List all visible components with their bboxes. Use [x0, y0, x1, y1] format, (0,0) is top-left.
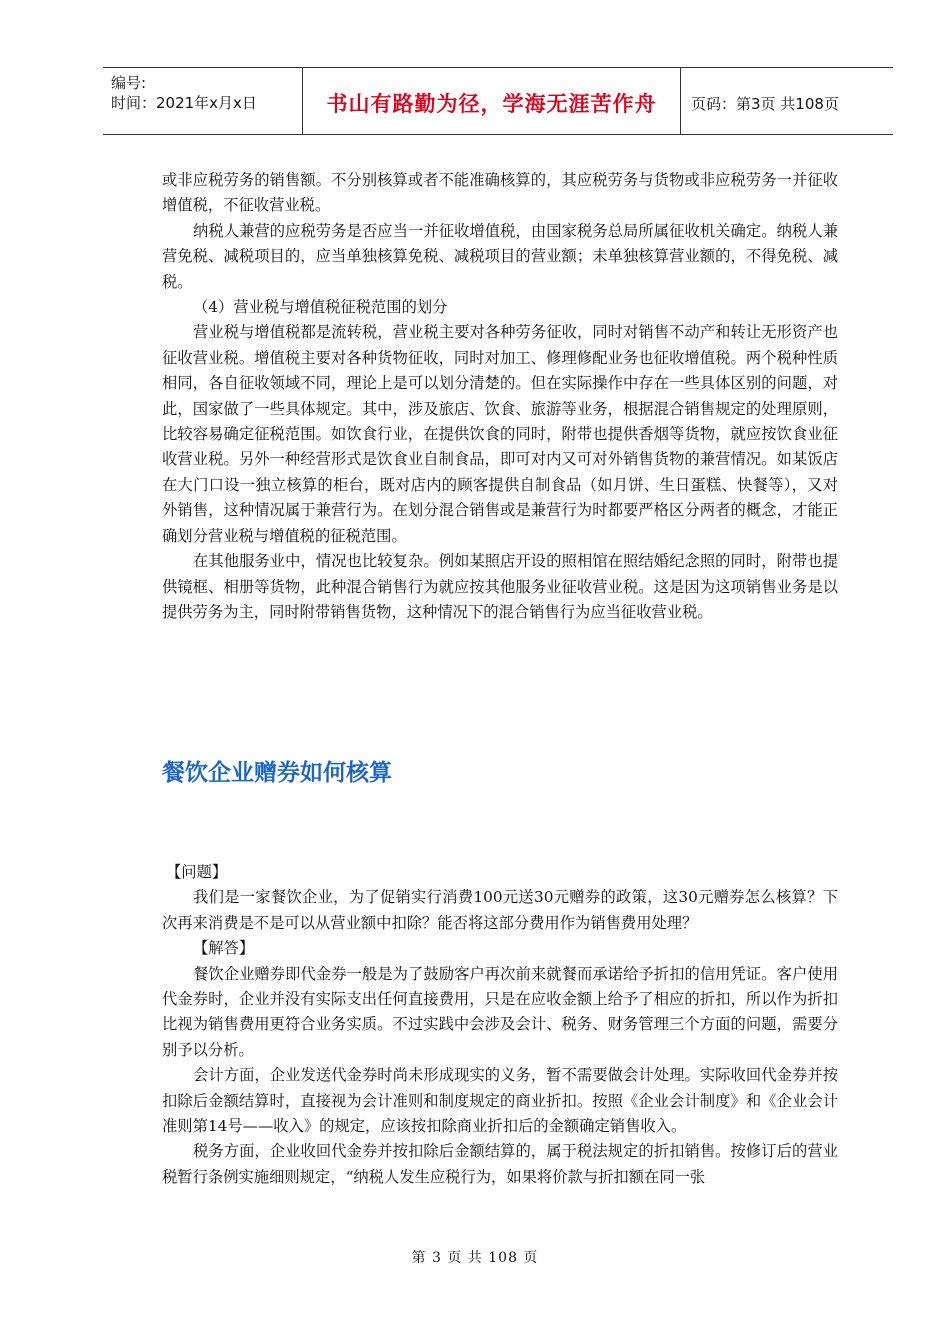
- answer-label: 【解答】: [193, 939, 255, 958]
- subheading: （4）营业税与增值税征税范围的划分: [193, 298, 448, 317]
- page-footer: 第 3 页 共 108 页: [411, 1250, 539, 1266]
- paragraph: 或非应税劳务的销售额。不分别核算或者不能准确核算的，其应税劳务与货物或非应税劳务一并征收增值税，不征收营业税。: [162, 171, 838, 215]
- header-meta: [103, 68, 303, 134]
- question-text: 我们是一家餐饮企业，为了促销实行消费100元送30元赠券的政策，这30元赠券怎么核算？下次再来消费是不是可以从营业额中扣除？能否将这部分费用作为销售费用处理？: [162, 888, 838, 932]
- section-title: 餐饮企业赠券如何核算: [162, 760, 392, 786]
- paragraph: 税务方面，企业收回代金券并按扣除后金额结算的，属于税法规定的折扣销售。按修订后的营业税暂行条例实施细则规定，“纳税人发生应税行为，如果将价款与折扣额在同一张: [162, 1142, 838, 1186]
- document-header: [103, 67, 893, 135]
- question-label: 【问题】: [166, 863, 228, 881]
- paragraph: 纳税人兼营的应税劳务是否应当一并征收增值税，由国家税务总局所属征收机关确定。纳税人兼营免税、减税项目的，应当单独核算免税、减税项目的营业额；未单独核算营业额的，不得免税、减税。: [162, 221, 838, 291]
- paragraph: 营业税与增值税都是流转税，营业税主要对各种劳务征收，同时对销售不动产和转让无形资产也征收营业税。增值税主要对各种货物征收，同时对加工、修理修配业务也征收增值税。两个税种性质相同，各自征收领域不同，理论上是可以划分清楚的。但在实际操作中存在一些具体区别的问题，对此，国家做了一些具体规定。其中，涉及旅店、饮食、旅游等业务，根据混合销售规定的处理原则，比较容易确定征税范围。如饮食行业，在提供饮食的同时，附带也提供香烟等货物，就应按饮食业征收营业税。另外一种经营形式是饮食业自制食品，即可对内又可对外销售货物的兼营情况。如某饭店在大门口设一独立核算的柜台，既对店内的顾客提供自制食品（如月饼、生日蛋糕、快餐等），又对外销售，这种情况属于兼营行为。在划分混合销售或是兼营行为时都要严格区分两者的概念，才能正确划分营业税与增值税的征税范围。: [162, 323, 838, 545]
- time-label: 时间：2021年x月x日: [111, 94, 257, 112]
- body-text-part2: [162, 860, 838, 1190]
- header-motto: 书山有路勤为径，学海无涯苦作舟: [303, 68, 681, 134]
- paragraph: 餐饮企业赠券即代金券一般是为了鼓励客户再次前来就餐而承诺给予折扣的信用凭证。客户使用代金券时，企业并没有实际支出任何直接费用，只是在应收金额上给予了相应的折扣，所以作为折扣比视为销售费用更符合业务实质。不过实践中会涉及会计、税务、财务管理三个方面的问题，需要分别予以分析。: [162, 964, 838, 1059]
- paragraph: 在其他服务业中，情况也比较复杂。例如某照店开设的照相馆在照结婚纪念照的同时，附带也提供镜框、相册等货物，此种混合销售行为就应按其他服务业征收营业税。这是因为这项销售业务是以提供劳务为主，同时附带销售货物，这种情况下的混合销售行为应当征收营业税。: [162, 552, 838, 621]
- body-text-part1: [162, 168, 838, 625]
- header-page-info: 页码：第3页 共108页: [691, 94, 839, 113]
- number-label: 编号:: [111, 74, 147, 92]
- paragraph: 会计方面，企业发送代金券时尚未形成现实的义务，暂不需要做会计处理。实际收回代金券并按扣除后金额结算时，直接视为会计准则和制度规定的商业折扣。按照《企业会计制度》和《企业会计准则第14号——收入》的规定，应该按扣除商业折扣后的金额确定销售收入。: [162, 1066, 838, 1136]
